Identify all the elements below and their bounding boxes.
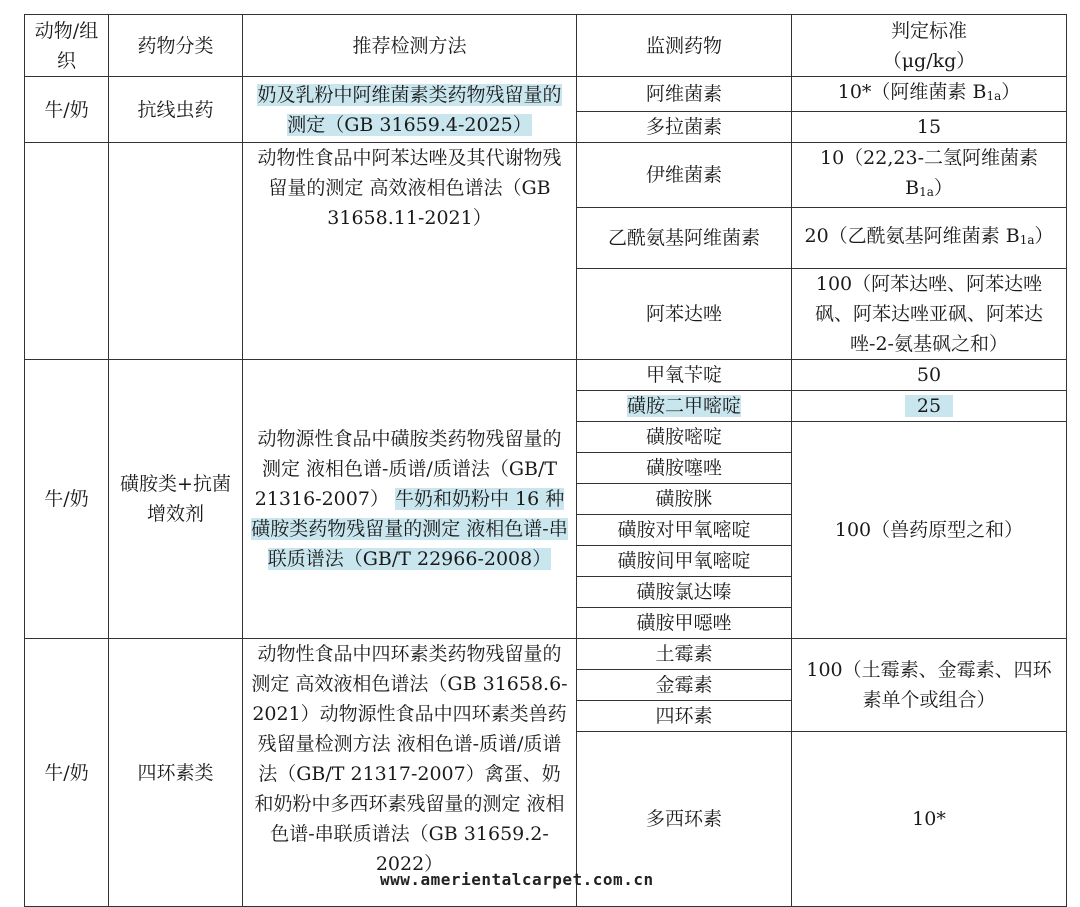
sec1-drug4: 乙酰氨基阿维菌素 [577, 208, 792, 269]
sec1-std3-b: ） [933, 177, 953, 199]
sec3-drug-3: 多西环素 [577, 732, 792, 907]
header-drug: 监测药物 [577, 15, 792, 77]
header-standard-unit: （μg/kg） [882, 49, 976, 72]
sec2-drug-1 [577, 391, 792, 422]
sec2-method-plain: 动物源性食品中磺胺类药物残留量的测定 液相色谱-质谱/质谱法（GB/T 21316-2007） [254, 428, 562, 510]
sec1-std4-a: 20（乙酰氨基阿维菌素 B [804, 225, 1020, 247]
drug-residue-table [24, 14, 1067, 907]
sec1-drug1: 阿维菌素 [577, 77, 792, 112]
header-standard [792, 15, 1067, 77]
header-drug-class: 药物分类 [109, 15, 243, 77]
sec1-std3-a: 10（22,23-二氢阿维菌素 B [820, 147, 1038, 199]
sec1-std5: 100（阿苯达唑、阿苯达唑砜、阿苯达唑亚砜、阿苯达唑-2-氨基砜之和） [792, 269, 1067, 360]
sec2-std-b-text: 25 [905, 395, 953, 417]
sec1-std1-a: 10*（阿维菌素 B [837, 81, 987, 103]
sec2-drug-1-text: 磺胺二甲嘧啶 [626, 395, 741, 417]
sec1-drug3: 伊维菌素 [577, 143, 792, 208]
table-row [25, 77, 1067, 112]
sec1-std3-sub: 1a [919, 185, 934, 199]
table-row [25, 143, 1067, 208]
sec3-drug-1: 金霉素 [577, 670, 792, 701]
header-row [25, 15, 1067, 77]
header-method: 推荐检测方法 [243, 15, 577, 77]
sec3-method: 动物性食品中四环素类药物残留量的测定 高效液相色谱法（GB 31658.6-2021）动物源性食品中四环素类兽药残留量检测方法 液相色谱-质谱/质谱法（GB/T 21317-2007）禽蛋、奶和奶粉中多西环素残留量的测定 液相色谱-串联质谱法（GB 31659.2-2022） [243, 639, 577, 907]
sec2-method-highlight: 牛奶和奶粉中 16 种磺胺类药物残留量的测定 液相色谱-串联质谱法（GB/T 22966-2008） [251, 488, 568, 570]
sec1-std3 [792, 143, 1067, 208]
sec2-drug-6: 磺胺间甲氧嘧啶 [577, 546, 792, 577]
sec1-std1-b: ） [1001, 81, 1021, 103]
sec2-drug-2: 磺胺嘧啶 [577, 422, 792, 453]
sec1-std4 [792, 208, 1067, 269]
sec2-drug-7: 磺胺氯达嗪 [577, 577, 792, 608]
sec1-method2: 动物性食品中阿苯达唑及其代谢物残留量的测定 高效液相色谱法（GB 31658.11-2021） [243, 143, 577, 360]
sec2-std-b [792, 391, 1067, 422]
sec2-drug-4: 磺胺脒 [577, 484, 792, 515]
sec1-method1 [243, 77, 577, 143]
header-animal: 动物/组织 [25, 15, 109, 77]
watermark: www.amerientalcarpet.com.cn [380, 870, 654, 889]
sec2-class: 磺胺类+抗菌增效剂 [109, 360, 243, 639]
sec3-std-a: 100（土霉素、金霉素、四环素单个或组合） [792, 639, 1067, 732]
sec1-std4-sub: 1a [1019, 233, 1035, 247]
sec2-std-c: 100（兽药原型之和） [792, 422, 1067, 639]
sec2-std-a: 50 [792, 360, 1067, 391]
table-row [25, 360, 1067, 391]
sec2-method [243, 360, 577, 639]
sec1-animal-empty [25, 143, 109, 360]
sec3-drug-0: 土霉素 [577, 639, 792, 670]
sec1-animal: 牛/奶 [25, 77, 109, 143]
table-row [25, 639, 1067, 670]
sec2-drug-5: 磺胺对甲氧嘧啶 [577, 515, 792, 546]
sec3-drug-2: 四环素 [577, 701, 792, 732]
sec2-drug-8: 磺胺甲噁唑 [577, 608, 792, 639]
sec1-drug5: 阿苯达唑 [577, 269, 792, 360]
header-standard-label: 判定标准 [890, 19, 967, 42]
sec2-animal: 牛/奶 [25, 360, 109, 639]
sec1-class: 抗线虫药 [109, 77, 243, 143]
sec3-class: 四环素类 [109, 639, 243, 907]
sec1-std1-sub: 1a [986, 89, 1002, 103]
sec1-std2: 15 [792, 112, 1067, 143]
sec3-animal: 牛/奶 [25, 639, 109, 907]
sec1-drug2: 多拉菌素 [577, 112, 792, 143]
sec3-std-b: 10* [792, 732, 1067, 907]
sec2-drug-0: 甲氧苄啶 [577, 360, 792, 391]
sec2-drug-3: 磺胺噻唑 [577, 453, 792, 484]
sec1-std4-b: ） [1034, 225, 1054, 247]
sec1-std1 [792, 77, 1067, 112]
sec1-method1-text: 奶及乳粉中阿维菌素类药物残留量的测定（GB 31659.4-2025） [257, 83, 562, 136]
sec1-class-empty [109, 143, 243, 360]
